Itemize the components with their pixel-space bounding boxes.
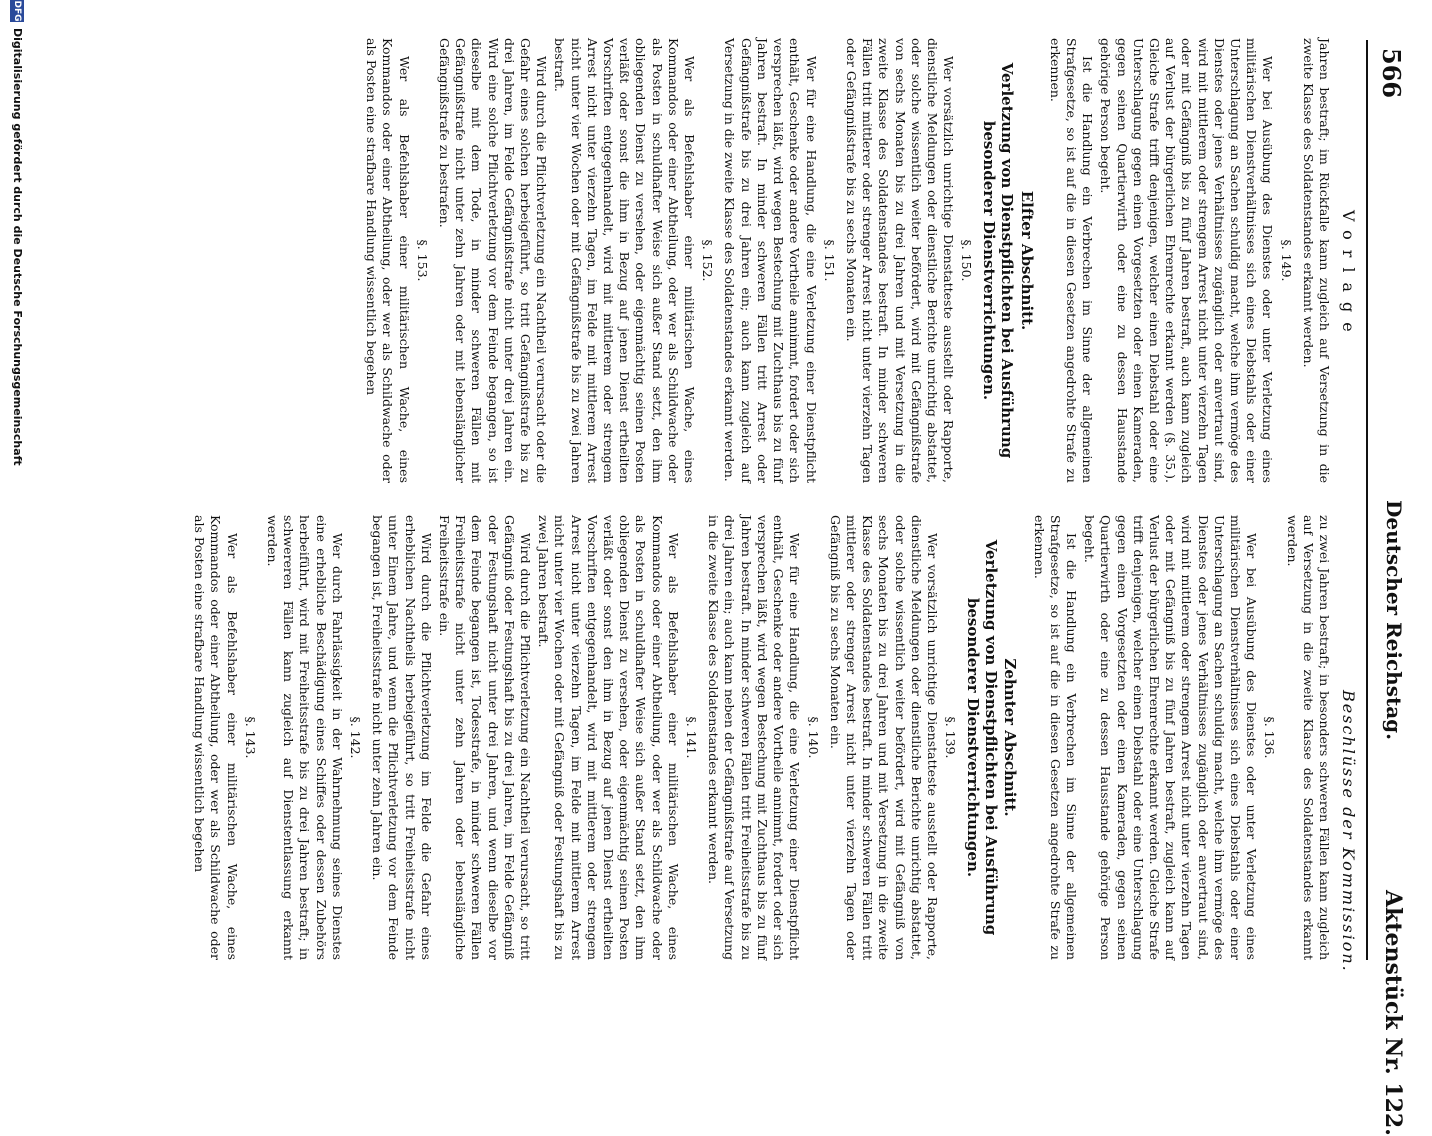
paragraph-number: §. 153. <box>414 239 430 282</box>
paragraph-number: §. 152. <box>700 239 716 282</box>
paragraph-number: §. 150. <box>959 239 975 282</box>
paragraph-number: §. 143. <box>242 716 258 759</box>
paragraph-number: §. 151. <box>821 239 837 282</box>
paragraph-number: §. 141. <box>684 716 700 759</box>
section-title: Elfter Abschnitt. <box>1017 190 1036 331</box>
page-footer <box>0 0 28 1000</box>
paragraph-number: §. 140. <box>805 716 821 759</box>
section-subtitle: Verletzung von Dienstpflichten bei Ausführung besonderer Dienstverrichtungen. <box>980 62 1017 459</box>
dfg-logo: DFG <box>12 0 22 22</box>
paragraph-text: Wird durch die Pflichtverletzung ein Nachtheil verursacht, so tritt Gefängniß oder Festungshaft bis zu drei Jahren, im Felde Gefängniß oder Festungshaft nicht unter drei Jahren, und wenn dieselbe vor dem Feinde begangen ist, Todesstrafe, in minder schweren Fällen Freiheitsstrafe nicht unter zehn Jahren oder lebenslängliche Freiheitsstrafe ein. <box>437 515 534 960</box>
paragraph-text: Wer als Befehlshaber einer militärischen Wache, eines Kommandos oder einer Abtheilung, oder wer als Schildwache oder als Posten in schuldhafter Weise sich außer Stand setzt, den ihm obliegenden Dienst zu versehen, oder eigenmächtig seinen Posten verläßt oder sonst die ihm in Bezug auf jenen Dienst ertheilten Vorschriften entgegenhandelt, wird mit mittlerem oder strengem Arrest nicht unter vierzehn Tagen, im Felde mit mittlerem Arrest nicht unter vier Wochen oder mit Gefängnißstrafe bis zu zwei Jahren bestraft. <box>552 38 698 483</box>
paragraph-text: Ist die Handlung ein Verbrechen im Sinne der allgemeinen Strafgesetze, so ist auf die in diesen Gesetzen angedrohte Strafe zu erkennen. <box>1047 38 1096 483</box>
page-header <box>1366 0 1406 1136</box>
digitization-credit: Digitalisierung gefördert durch die Deutsche Forschungsgemeinschaft <box>11 28 24 466</box>
paragraph-number: §. 149. <box>1278 239 1294 282</box>
paragraph-text: Wer für eine Handlung, die eine Verletzung einer Dienstpflicht enthält, Geschenke oder andere Vortheile annimmt, fordert oder sich versprechen läßt, wird wegen Bestechung mit Zuchthaus bis zu fünf Jahren bestraft. In minder schweren Fällen tritt Arrest oder Gefängnißstrafe bis zu drei Jahren ein; auch kann zugleich auf Versetzung in die zweite Klasse des Soldatenstandes erkannt werden. <box>722 38 819 483</box>
paragraph-text: Wer vorsätzlich unrichtige Dienstatteste ausstellt oder Rapporte, dienstliche Meldungen oder dienstliche Berichte unrichtig abstattet, oder solche wissentlich weiter befördert, wird mit Gefängnißstrafe von sechs Monaten bis zu drei Jahren und mit Versetzung in die zweite Klasse des Soldatenstandes bestraft. In minder schweren Fällen tritt mittlerer oder strenger Arrest nicht unter vierzehn Tagen oder Gefängnißstrafe bis zu sechs Monaten ein. <box>843 38 957 483</box>
paragraph-number: §. 142. <box>348 716 364 759</box>
left-column <box>361 38 1332 483</box>
paragraph-text: Wer als Befehlshaber einer militärischen Wache, eines Kommandos oder einer Abtheilung, oder wer als Schildwache oder als Posten in schuldhafter Weise sich außer Stand setzt, den ihm obliegenden Dienst zu versehen, oder eigenmächtig seinen Posten verläßt oder sonst den ihm in Bezug auf jenen Dienst ertheilten Vorschriften entgegenhandelt, wird mit mittlerem oder strengem Arrest nicht unter vierzehn Tagen, im Felde mit mittlerem Arrest nicht unter vier Wochen oder mit Gefängniß oder Festungshaft bis zu zwei Jahren bestraft. <box>536 515 681 960</box>
right-column-heading: Beschlüsse der Kommission. <box>1339 690 1358 973</box>
paragraph-text: Ist die Handlung ein Verbrechen im Sinne der allgemeinen Strafgesetze, so ist auf die in diesen Gesetzen angedrohte Strafe zu erkennen. <box>1031 515 1079 960</box>
left-intro: Jahren bestraft; im Rückfalle kann zugleich auf Versetzung in die zweite Klasse des Soldatenstandes erkannt werden. <box>1300 38 1332 483</box>
right-intro: zu zwei Jahren bestraft; in besonders schweren Fällen kann zugleich auf Versetzung in die zweite Klasse des Soldatenstandes erkannt werden. <box>1284 515 1332 960</box>
section-subtitle: Verletzung von Dienstpflichten bei Ausführung besonderer Dienstverrichtungen. <box>964 539 1001 936</box>
paragraph-text: Wer als Befehlshaber einer militärischen Wache, eines Kommandos oder einer Abtheilung, oder wer als Schildwache oder als Posten eine strafbare Handlung wissentlich begehen <box>192 515 240 960</box>
left-column-heading: Vorlage <box>1339 210 1358 342</box>
document-number: Aktenstück Nr. 122. <box>1380 890 1406 1136</box>
paragraph-text: Wer für eine Handlung, die eine Verletzung einer Dienstpflicht enthält, Geschenke oder andere Vortheile annimmt, fordert oder sich versprechen läßt, wird wegen Bestechung mit Zuchthaus bis zu fünf Jahren bestraft. In minder schweren Fällen tritt Freiheitsstrafe bis zu drei Jahren ein; auch kann neben der Gefängnißstrafe auf Versetzung in die zweite Klasse des Soldatenstandes erkannt werden. <box>706 515 803 960</box>
header-title: Deutscher Reichstag. <box>1382 500 1406 741</box>
paragraph-text: Wer vorsätzlich unrichtige Dienstatteste ausstellt oder Rapporte, dienstliche Meldungen oder dienstliche Berichte unrichtig abstattet, oder solche wissentlich weiter befördert, wird mit Gefängniß von sechs Monaten bis zu drei Jahren und mit Versetzung in die zweite Klasse des Soldatenstandes bestraft. In minder schweren Fällen tritt mittlerer oder strenger Arrest nicht unter vierzehn Tagen oder Gefängniß bis zu sechs Monaten ein. <box>827 515 940 960</box>
paragraph-text: Wird durch die Pflichtverletzung im Felde die Gefahr eines erheblichen Nachtheils herbeigeführt, so tritt Freiheitsstrafe nicht unter Einem Jahre, und wenn die Pflichtverletzung vor dem Feinde begangen ist, Freiheitsstrafe nicht unter zehn Jahren ein. <box>370 515 434 960</box>
paragraph-number: §. 139. <box>943 716 959 759</box>
paragraph-text: Wer bei Ausübung des Dienstes oder unter Verletzung eines militärischen Dienstverhältnisses sich eines Diebstahls oder einer Unterschlagung an Sachen schuldig macht, welche ihm vermöge des Dienstes oder jenes Verhältnisses zugänglich oder anvertraut sind, wird mit mittlerem oder strengem Arrest nicht unter vierzehn Tagen oder mit Gefängniß bis zu fünf Jahren bestraft, zugleich kann auf Verlust der bürgerlichen Ehrenrechte erkannt werden. Gleiche Strafe trifft denjenigen, welcher einen Diebstahl oder eine Unterschlagung gegen einen Vorgesetzten oder einen Kameraden, gegen seinen Quartierwirth oder eine zu dessen Hausstande gehörige Person begeht. <box>1082 515 1260 960</box>
page-number: 566 <box>1377 48 1406 99</box>
paragraph-text: Wird durch die Pflichtverletzung ein Nachtheil verursacht oder die Gefahr eines solchen herbeigeführt, so tritt Gefängnißstrafe bis zu drei Jahren, im Felde Gefängnißstrafe nicht unter drei Jahren ein. Wird eine solche Pflichtverletzung vor dem Feinde begangen, so ist dieselbe mit dem Tode, in minder schweren Fällen mit Gefängnißstrafe nicht unter zehn Jahren oder mit lebenslänglicher Gefängnißstrafe zu bestrafen. <box>437 38 550 483</box>
paragraph-number: §. 136. <box>1262 716 1278 759</box>
header-rule <box>1366 40 1368 960</box>
paragraph-text: Wer durch Fahrlässigkeit in der Wahrnehmung seines Dienstes eine erhebliche Beschädigung eines Schiffes oder dessen Zubehörs herbeiführt, wird mit Freiheitsstrafe bis zu drei Jahren bestraft; in schwereren Fällen kann zugleich auf Dienstentlassung erkannt werden. <box>265 515 345 960</box>
section-title: Zehnter Abschnitt. <box>1001 658 1020 817</box>
paragraph-text: Wer bei Ausübung des Dienstes oder unter Verletzung eines militärischen Dienstverhältnisses sich eines Diebstahls oder einer Unterschlagung an Sachen schuldig macht, welche ihm vermöge des Dienstes oder jenes Verhältnisses zugänglich oder anvertraut sind, wird mit mittlerem oder strengem Arrest nicht unter vierzehn Tagen oder mit Gefängniß bis zu fünf Jahren bestraft, auch kann zugleich auf Verlust der bürgerlichen Ehrenrechte erkannt werden (§. 35.). Gleiche Strafe trifft denjenigen, welcher einen Diebstahl oder eine Unterschlagung gegen einen Vorgesetzten oder einen Kameraden, gegen seinen Quartierwirth oder eine zu dessen Hausstande gehörige Person begeht. <box>1098 38 1276 483</box>
paragraph-text: Wer als Befehlshaber einer militärischen Wache, eines Kommandos oder einer Abtheilung, oder wer als Schildwache oder als Posten eine strafbare Handlung wissentlich begehen <box>364 38 412 483</box>
right-column <box>189 515 1332 960</box>
